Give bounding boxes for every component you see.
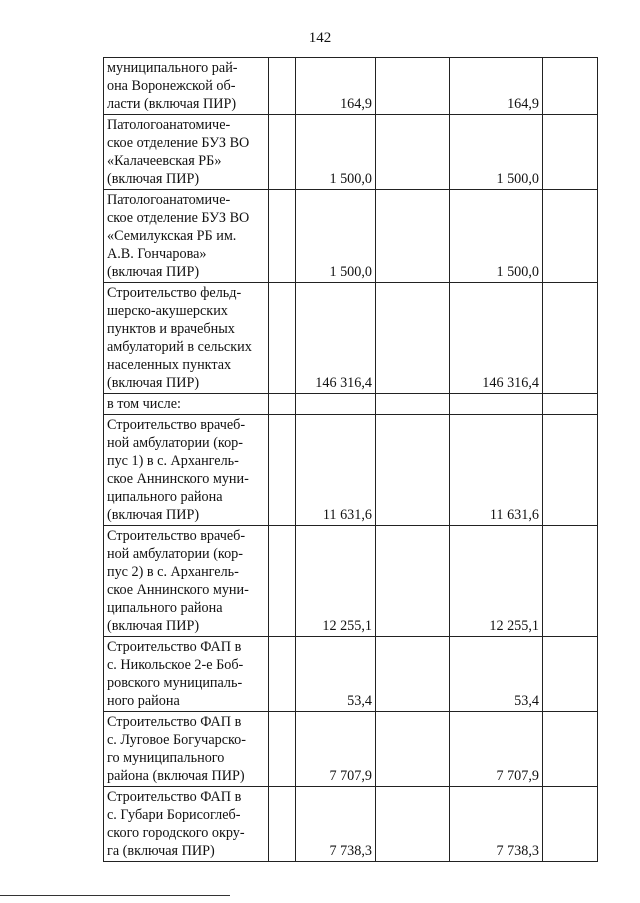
row-value: [450, 394, 543, 415]
table-row: [104, 190, 598, 283]
empty-cell: [543, 58, 598, 115]
empty-cell: [269, 712, 296, 787]
empty-cell: [543, 190, 598, 283]
empty-cell: [543, 712, 598, 787]
row-name: Патологоанатомиче- ское отделение БУЗ ВО «Калачеевская РБ» (включая ПИР): [104, 115, 269, 190]
table-row: [104, 115, 598, 190]
row-total: 164,9: [296, 58, 376, 115]
empty-cell: [543, 415, 598, 526]
empty-cell: [376, 190, 450, 283]
empty-cell: [269, 394, 296, 415]
row-total: 1 500,0: [296, 190, 376, 283]
row-name: Строительство фельд- шерско-акушерских пунктов и врачебных амбулаторий в сельских населенных пунктах (включая ПИР): [104, 283, 269, 394]
empty-cell: [543, 283, 598, 394]
empty-cell: [376, 526, 450, 637]
empty-cell: [269, 190, 296, 283]
empty-cell: [269, 526, 296, 637]
empty-cell: [269, 115, 296, 190]
row-value: 53,4: [450, 637, 543, 712]
row-value: 7 707,9: [450, 712, 543, 787]
empty-cell: [376, 787, 450, 862]
row-name: Строительство ФАП в с. Луговое Богучарско- го муниципального района (включая ПИР): [104, 712, 269, 787]
row-value: 7 738,3: [450, 787, 543, 862]
empty-cell: [543, 637, 598, 712]
empty-cell: [269, 637, 296, 712]
table-row: [104, 58, 598, 115]
row-name: Строительство ФАП в с. Губари Борисоглеб- ского городского окру- га (включая ПИР): [104, 787, 269, 862]
empty-cell: [376, 712, 450, 787]
table-row: [104, 394, 598, 415]
table-row: [104, 283, 598, 394]
row-total: [296, 394, 376, 415]
empty-cell: [376, 415, 450, 526]
row-value: 11 631,6: [450, 415, 543, 526]
table-row: [104, 526, 598, 637]
empty-cell: [269, 787, 296, 862]
empty-cell: [376, 115, 450, 190]
empty-cell: [376, 58, 450, 115]
row-value: 12 255,1: [450, 526, 543, 637]
table-row: [104, 787, 598, 862]
row-name: Строительство врачеб- ной амбулатории (кор- пус 1) в с. Архангель- ское Аннинского муни- ципального района (включая ПИР): [104, 415, 269, 526]
row-value: 1 500,0: [450, 115, 543, 190]
table-row: [104, 712, 598, 787]
budget-table: [103, 57, 598, 862]
row-name: Строительство ФАП в с. Никольское 2-е Боб- ровского муниципаль- ного района: [104, 637, 269, 712]
empty-cell: [543, 526, 598, 637]
row-value: 1 500,0: [450, 190, 543, 283]
row-total: 1 500,0: [296, 115, 376, 190]
empty-cell: [543, 115, 598, 190]
row-value: 146 316,4: [450, 283, 543, 394]
page-number: 142: [308, 30, 332, 46]
row-total: 11 631,6: [296, 415, 376, 526]
empty-cell: [543, 787, 598, 862]
empty-cell: [376, 394, 450, 415]
row-name: Патологоанатомиче- ское отделение БУЗ ВО «Семилукская РБ им. А.В. Гончарова» (включая ПИР): [104, 190, 269, 283]
row-name: муниципального рай- она Воронежской об- ласти (включая ПИР): [104, 58, 269, 115]
footer-divider: [0, 895, 230, 896]
row-total: 53,4: [296, 637, 376, 712]
table-row: [104, 637, 598, 712]
row-total: 146 316,4: [296, 283, 376, 394]
row-total: 12 255,1: [296, 526, 376, 637]
row-name: Строительство врачеб- ной амбулатории (кор- пус 2) в с. Архангель- ское Аннинского муни- ципального района (включая ПИР): [104, 526, 269, 637]
empty-cell: [376, 283, 450, 394]
row-value: 164,9: [450, 58, 543, 115]
empty-cell: [269, 283, 296, 394]
row-name: в том числе:: [104, 394, 269, 415]
empty-cell: [543, 394, 598, 415]
empty-cell: [376, 637, 450, 712]
empty-cell: [269, 415, 296, 526]
row-total: 7 738,3: [296, 787, 376, 862]
row-total: 7 707,9: [296, 712, 376, 787]
table-row: [104, 415, 598, 526]
empty-cell: [269, 58, 296, 115]
